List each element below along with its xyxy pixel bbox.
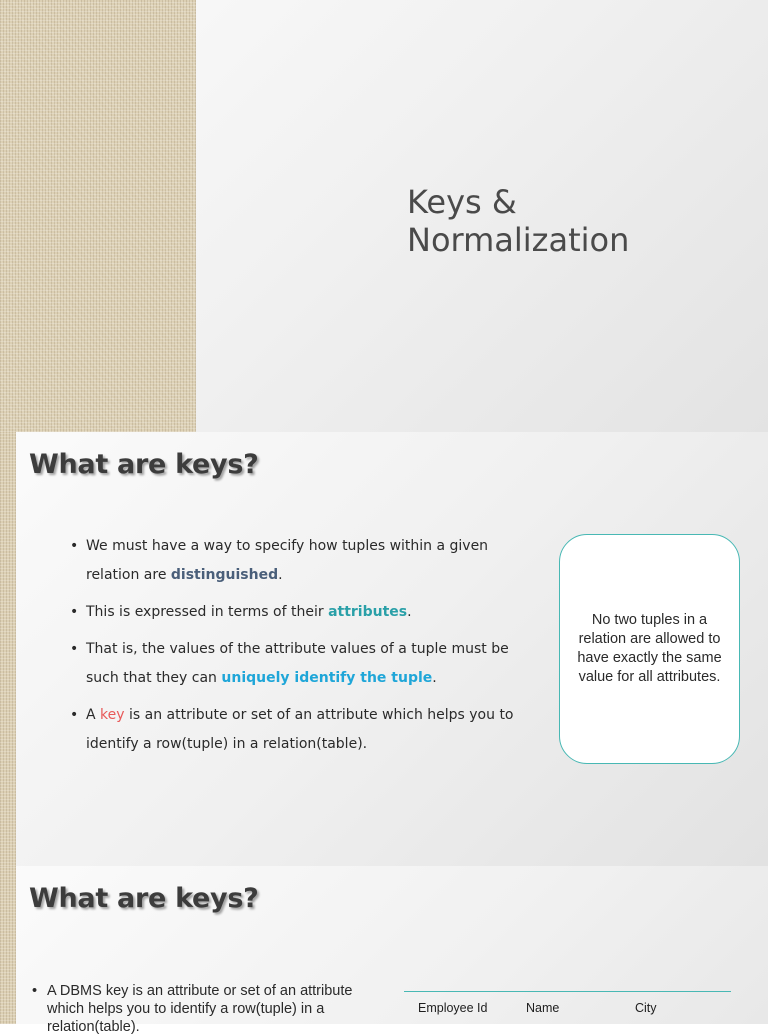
highlight-attributes: attributes	[328, 604, 408, 620]
keys-slide-2	[0, 866, 768, 1035]
bullet-item: • That is, the values of the attribute values of a tuple must be such that they can uniquely identify the tuple.	[70, 635, 540, 693]
bullet-item: • A key is an attribute or set of an attribute which helps you to identify a row(tuple) in a relation(table).	[70, 701, 540, 759]
burlap-texture-strip	[0, 866, 16, 1024]
table-header-row	[404, 992, 731, 1015]
highlight-distinguished: distinguished	[170, 567, 279, 583]
bullet-item: • A DBMS key is an attribute or set of an attribute which helps you to identify a row(tuple) in a relation(table).	[32, 982, 382, 1036]
bullet-item: • This is expressed in terms of their attributes.	[70, 598, 540, 627]
slide-title-line-2: Normalization	[407, 221, 630, 259]
bullet-item: • We must have a way to specify how tuples within a given relation are distinguished.	[70, 532, 540, 590]
slide-heading: What are keys?	[29, 883, 259, 914]
highlight-uniquely-identify: uniquely identify the tuple	[221, 670, 433, 686]
bullet-list	[32, 982, 382, 1036]
slide-title-line-1: Keys &	[407, 183, 517, 221]
burlap-texture-panel	[0, 0, 196, 432]
slide-heading: What are keys?	[29, 449, 259, 480]
burlap-texture-strip	[0, 432, 16, 866]
callout-text: No two tuples in a relation are allowed to have exactly the same value for all attributes.	[577, 612, 722, 685]
callout-box	[559, 534, 740, 764]
employee-table	[404, 991, 731, 1015]
column-header-employee-id: Employee Id	[418, 1001, 488, 1015]
highlight-key: key	[100, 707, 125, 723]
title-slide	[0, 0, 768, 432]
bullet-list	[70, 532, 540, 767]
column-header-name: Name	[526, 1001, 560, 1015]
slide-title	[407, 183, 747, 259]
column-header-city: City	[635, 1001, 657, 1015]
keys-slide	[0, 432, 768, 866]
